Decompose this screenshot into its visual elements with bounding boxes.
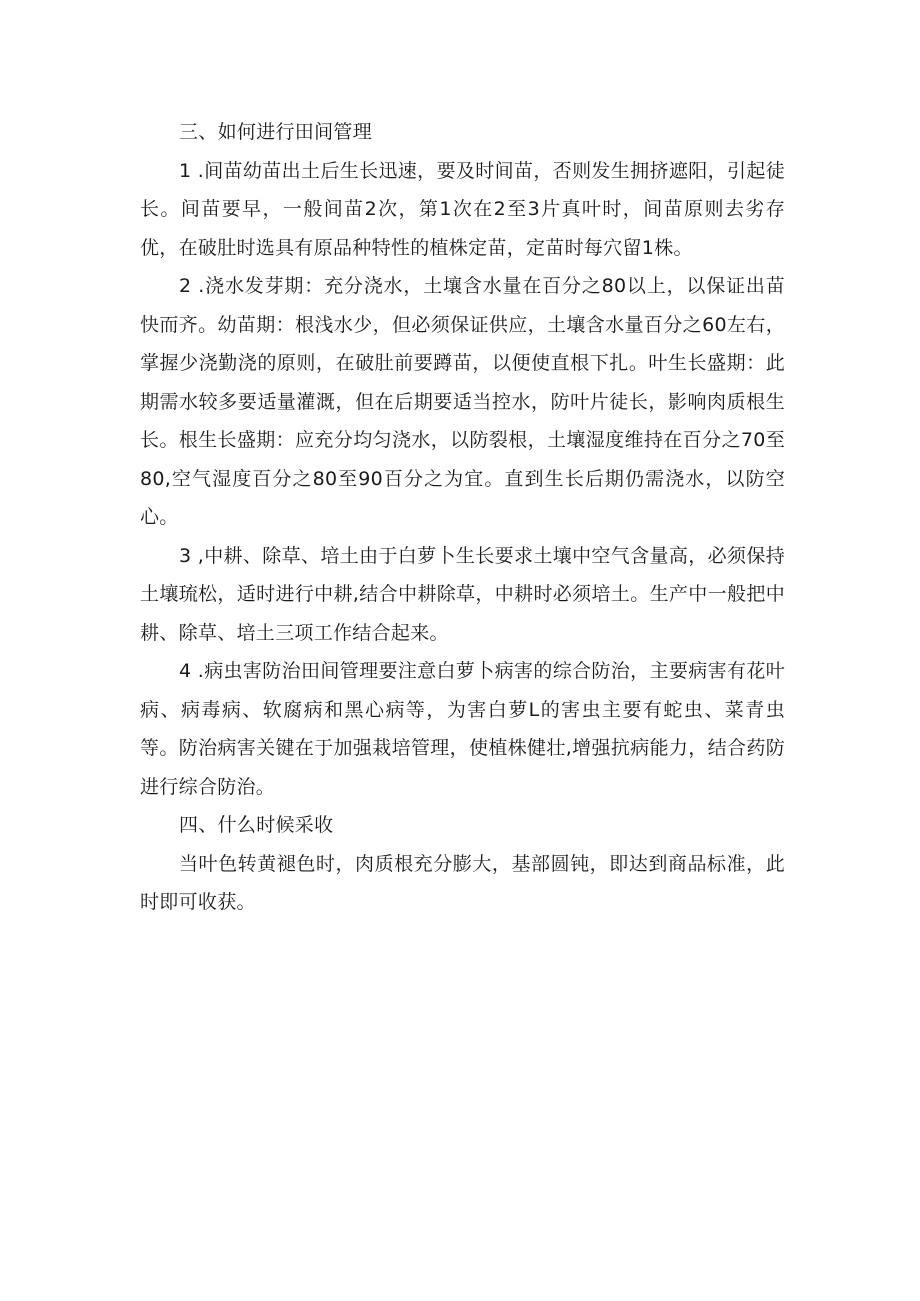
- section-heading-field-management: 三、如何进行田间管理: [179, 121, 373, 143]
- paragraph-cultivation: 3 ,中耕、除草、培土由于白萝卜生长要求土壤中空气含量高，必须保持土壤琉松，适时进行中耕,结合中耕除草，中耕时必须培土。生产中一般把中耕、除草、培土三项工作结合起来。: [140, 544, 785, 644]
- document-body: [140, 113, 785, 922]
- paragraph-pest-control: 4 .病虫害防治田间管理要注意白萝卜病害的综合防治，主要病害有花叶病、病毒病、软腐病和黑心病等，为害白萝L的害虫主要有蛇虫、菜青虫等。防治病害关键在于加强栽培管理，使植株健壮,增强抗病能力，结合药防进行综合防治。: [140, 660, 785, 798]
- section-heading-harvest: 四、什么时候采收: [179, 814, 334, 836]
- paragraph-watering: 2 .浇水发芽期：充分浇水，土壤含水量在百分之80以上，以保证出苗快而齐。幼苗期：根浅水少，但必须保证供应，土壤含水量百分之60左右，掌握少浇勤浇的原则，在破肚前要蹲苗，以便使直根下扎。叶生长盛期：此期需水较多要适量灌溉，但在后期要适当控水，防叶片徒长，影响肉质根生长。根生长盛期：应充分均匀浇水，以防裂根，土壤湿度维持在百分之70至80,空气湿度百分之80至90百分之为宜。直到生长后期仍需浇水，以防空心。: [140, 275, 785, 528]
- paragraph-thinning: 1 .间苗幼苗出土后生长迅速，要及时间苗，否则发生拥挤遮阳，引起徒长。间苗要早，一般间苗2次，第1次在2至3片真叶时，间苗原则去劣存优，在破肚时选具有原品种特性的植株定苗，定苗时每穴留1株。: [140, 159, 785, 259]
- paragraph-harvest: 当叶色转黄褪色时，肉质根充分膨大，基部圆钝，即达到商品标准，此时即可收获。: [140, 852, 785, 913]
